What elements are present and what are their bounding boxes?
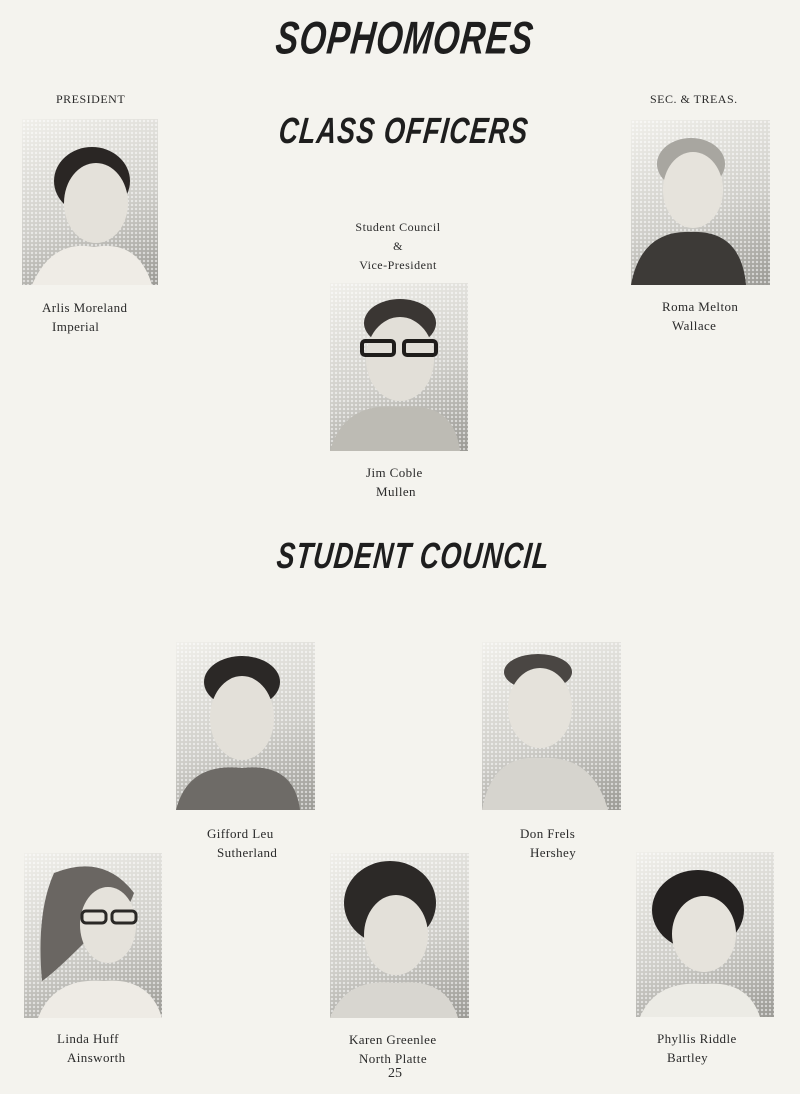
- portrait-silhouette: [176, 642, 315, 810]
- portrait-photo-don-frels: [482, 642, 621, 810]
- council-vp-label: [340, 218, 456, 275]
- council-caption-phyllis-riddle: [657, 1029, 737, 1067]
- student-town: Mullen: [376, 484, 416, 499]
- portrait-silhouette: [631, 120, 770, 285]
- portrait-photo-roma-melton: [631, 120, 770, 285]
- president-label: PRESIDENT: [56, 92, 126, 106]
- council-caption-don-frels: [520, 824, 576, 862]
- student-council-heading: STUDENT COUNCIL: [274, 535, 553, 577]
- student-town: North Platte: [359, 1051, 427, 1066]
- council-vp-line1: Student Council: [355, 220, 441, 234]
- student-town: Ainsworth: [67, 1050, 126, 1065]
- page-title: SOPHOMORES: [273, 13, 537, 65]
- student-name: Gifford Leu: [207, 826, 274, 841]
- portrait-silhouette: [22, 119, 158, 285]
- portrait-silhouette: [330, 853, 469, 1018]
- portrait-photo-phyllis-riddle: [636, 852, 774, 1017]
- page-number: 25: [388, 1066, 402, 1081]
- student-name: Jim Coble: [366, 465, 423, 480]
- student-town: Sutherland: [217, 845, 278, 860]
- student-town: Hershey: [530, 845, 577, 860]
- officer-caption-arlis-moreland: [42, 298, 127, 336]
- student-name: Karen Greenlee: [349, 1032, 437, 1047]
- class-officers-heading: CLASS OFFICERS: [276, 110, 531, 152]
- portrait-silhouette: [24, 853, 162, 1018]
- officer-caption-jim-coble: [366, 463, 423, 501]
- student-town: Wallace: [672, 318, 717, 333]
- council-vp-line3: Vice-President: [359, 258, 437, 272]
- council-caption-linda-huff: [57, 1029, 126, 1067]
- portrait-photo-jim-coble: [330, 283, 468, 451]
- council-caption-gifford-leu: [207, 824, 277, 862]
- student-town: Bartley: [667, 1050, 709, 1065]
- portrait-silhouette: [636, 852, 774, 1017]
- portrait-photo-karen-greenlee: [330, 853, 469, 1018]
- student-name: Linda Huff: [57, 1031, 119, 1046]
- portrait-silhouette: [330, 283, 468, 451]
- sec-treas-label: SEC. & TREAS.: [650, 92, 738, 106]
- student-name: Don Frels: [520, 826, 576, 841]
- portrait-photo-linda-huff: [24, 853, 162, 1018]
- officer-caption-roma-melton: [662, 297, 738, 335]
- portrait-photo-gifford-leu: [176, 642, 315, 810]
- portrait-photo-arlis-moreland: [22, 119, 158, 285]
- student-name: Arlis Moreland: [42, 300, 128, 315]
- portrait-silhouette: [482, 642, 621, 810]
- council-vp-line2: &: [393, 239, 403, 253]
- council-caption-karen-greenlee: [349, 1030, 437, 1068]
- student-name: Phyllis Riddle: [657, 1031, 737, 1046]
- student-town: Imperial: [52, 319, 100, 334]
- student-name: Roma Melton: [662, 299, 739, 314]
